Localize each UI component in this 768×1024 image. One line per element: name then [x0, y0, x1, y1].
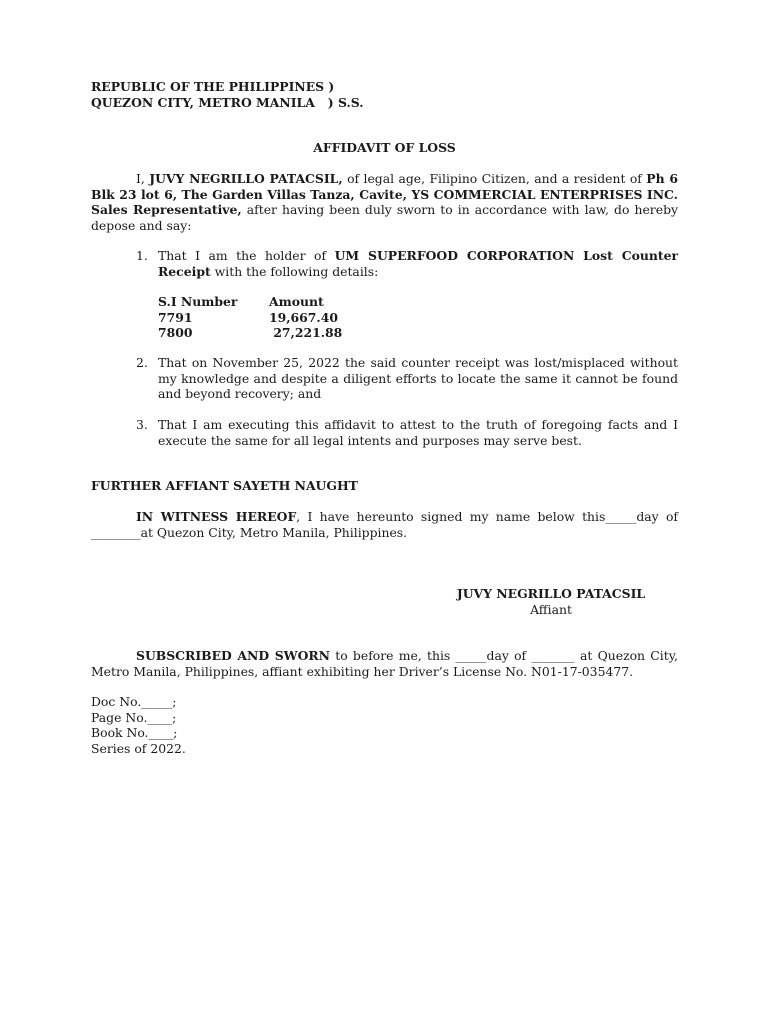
venue-line-republic: REPUBLIC OF THE PHILIPPINES ): [91, 79, 335, 94]
jurat-heading: SUBSCRIBED AND SWORN: [136, 648, 330, 663]
doc-number-line: Doc No._____;: [91, 694, 177, 709]
affiant-label: Affiant: [530, 601, 572, 617]
signature-block: [456, 586, 646, 617]
si-number-cell: 7800: [158, 325, 193, 340]
item-number: 1.: [136, 248, 148, 263]
statement-item-2: [136, 355, 678, 402]
item-text: That I am executing this affidavit to attest to the truth of foregoing facts and I execute the same for all legal intents and purposes may serve best.: [158, 417, 678, 448]
receipt-description: UM SUPERFOOD CORPORATION Lost Counter Receipt: [158, 248, 679, 279]
item-text: That on November 25, 2022 the said counter receipt was lost/misplaced without my knowledge and despite a diligent efforts to locate the same it cannot be found and beyond recovery; and: [158, 355, 678, 401]
header-si-number: S.I Number: [158, 294, 238, 309]
further-affiant-statement: FURTHER AFFIANT SAYETH NAUGHT: [91, 478, 358, 493]
page-number-line: Page No.____;: [91, 709, 177, 725]
jurat-text: to before me, this _____day of _______ at Quezon City, Metro Manila, Philippines, affiant exhibiting her Driver’s License No. N01-17-035477.: [91, 648, 678, 679]
intro-text-3: after having been duly sworn to in accordance with law, do hereby depose and say:: [91, 202, 678, 233]
document-title: AFFIDAVIT OF LOSS: [313, 140, 456, 155]
item-text: [158, 248, 678, 279]
item-text-1: That I am the holder of: [158, 248, 335, 263]
si-number-cell: 7791: [158, 309, 193, 325]
amount-cell: 19,667.40: [269, 309, 338, 325]
witness-text: , I have hereunto signed my name below this_____day of ________at Quezon City, Metro Manila, Philippines.: [91, 509, 678, 540]
notarial-register: [91, 694, 186, 756]
witness-paragraph: [91, 509, 678, 540]
intro-paragraph: [91, 171, 678, 233]
intro-text-1: I,: [136, 171, 150, 186]
sales-invoice-table: [158, 294, 342, 341]
book-number-line: Book No.____;: [91, 725, 178, 740]
affiant-address: Ph 6 Blk 23 lot 6, The Garden Villas Tanza, Cavite, YS COMMERCIAL ENTERPRISES INC. Sales Representative,: [91, 171, 678, 217]
item-number: 2.: [136, 355, 148, 370]
table-header-row: [158, 294, 342, 310]
venue-header: [91, 79, 364, 110]
item-text-2: with the following details:: [210, 263, 379, 279]
header-amount: Amount: [269, 294, 324, 309]
jurat-paragraph: [91, 648, 678, 679]
statement-item-1: [136, 248, 678, 279]
table-row: [158, 310, 342, 326]
table-row: [158, 325, 342, 341]
affiant-name-inline: JUVY NEGRILLO PATACSIL,: [149, 171, 343, 186]
statement-item-3: [136, 417, 678, 448]
series-line: Series of 2022.: [91, 740, 186, 756]
venue-line-city: QUEZON CITY, METRO MANILA ) S.S.: [91, 94, 364, 110]
intro-text-2: of legal age, Filipino Citizen, and a resident of: [342, 171, 647, 186]
item-number: 3.: [136, 417, 148, 432]
affiant-name: JUVY NEGRILLO PATACSIL: [456, 586, 646, 601]
amount-cell: 27,221.88: [269, 325, 343, 340]
witness-heading: IN WITNESS HEREOF: [136, 509, 297, 524]
